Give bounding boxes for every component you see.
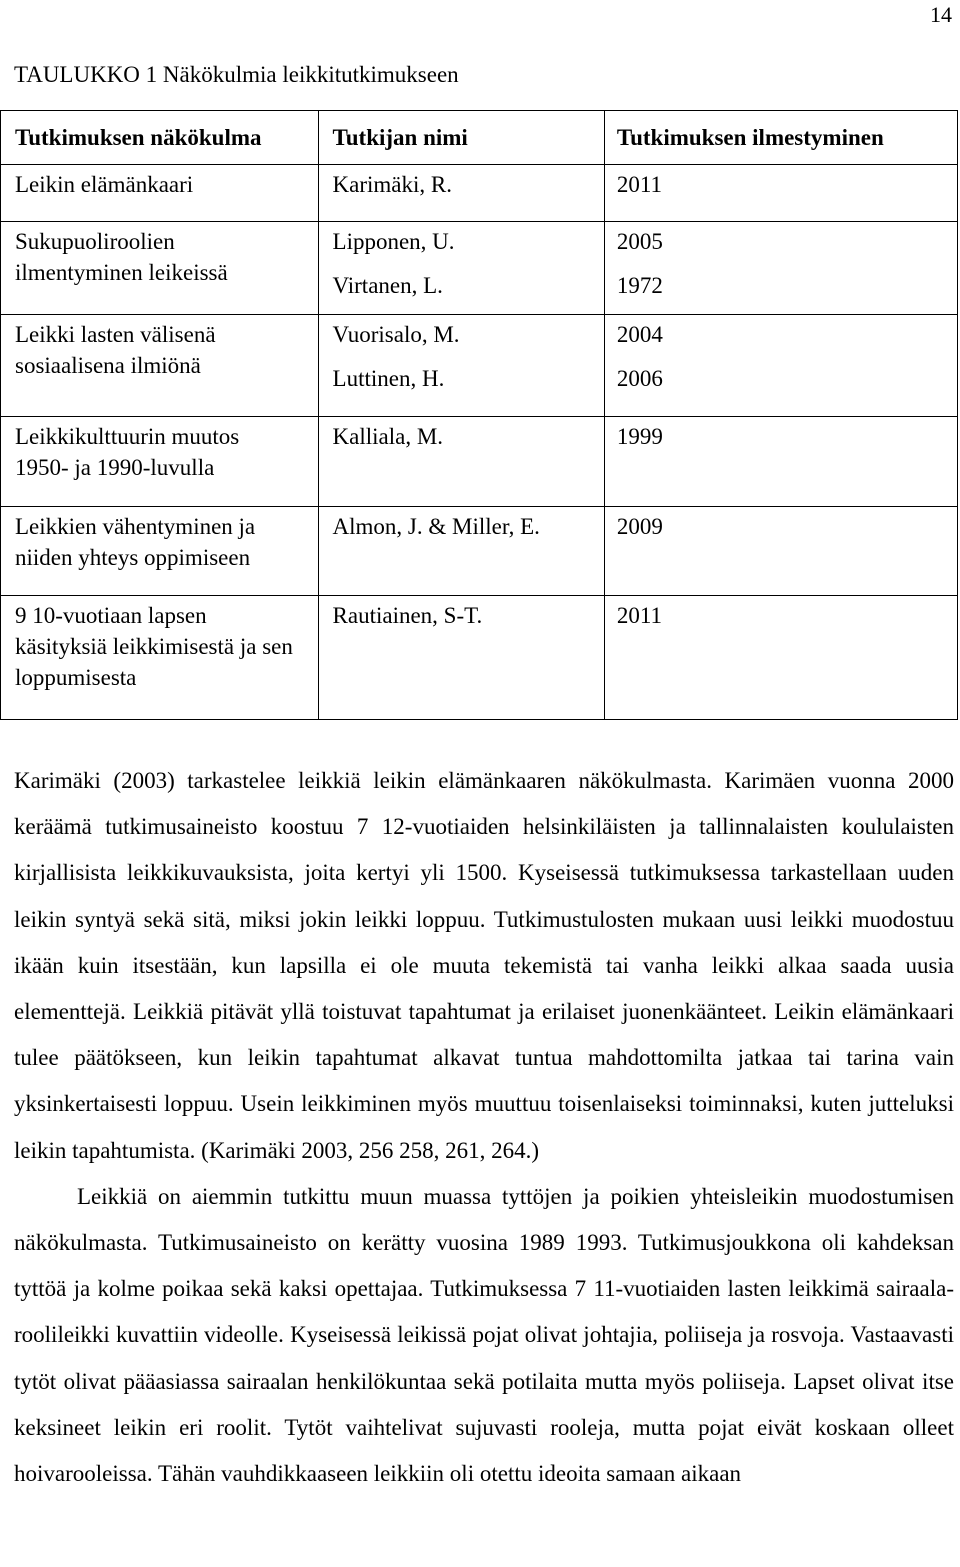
publication-year: 2011 <box>616 603 663 628</box>
cell-years <box>604 417 957 507</box>
cell-perspective <box>1 417 319 507</box>
researcher-name: Vuorisalo, M. <box>332 322 460 347</box>
cell-perspective <box>1 507 319 596</box>
cell-years <box>604 596 957 720</box>
header-perspective: Tutkimuksen näkökulma <box>1 111 319 165</box>
perspective-text: Leikin elämänkaari <box>15 172 194 197</box>
publication-year: 2005 <box>616 229 663 254</box>
research-perspectives-table <box>0 110 958 720</box>
cell-researchers <box>318 222 604 315</box>
table-row <box>1 596 958 720</box>
cell-researchers <box>318 165 604 222</box>
cell-researchers <box>318 315 604 417</box>
cell-years <box>604 507 957 596</box>
table-header-row <box>1 111 958 165</box>
perspective-text: Leikkien vähentyminen ja niiden yhteys oppimiseen <box>15 514 256 570</box>
body-text <box>14 758 954 1497</box>
publication-year: 1972 <box>616 273 663 298</box>
cell-researchers <box>318 507 604 596</box>
table-body <box>1 165 958 720</box>
cell-years <box>604 315 957 417</box>
table-row <box>1 165 958 222</box>
perspective-text: Sukupuoliroolien ilmentyminen leikeissä <box>15 229 228 285</box>
cell-perspective <box>1 222 319 315</box>
publication-year: 2006 <box>616 366 663 391</box>
cell-years <box>604 222 957 315</box>
cell-perspective <box>1 315 319 417</box>
perspective-text: Leikkikulttuurin muutos 1950- ja 1990-luvulla <box>15 424 240 480</box>
paragraph: Karimäki (2003) tarkastelee leikkiä leikin elämänkaaren näkökulmasta. Karimäen vuonna 2000 keräämä tutkimusaineisto koostuu 7 12-vuotiaiden helsinkiläisten ja tallinnalaisten koululaisten kirjallisista leikkikuvauksista, joita kertyi yli 1500. Kyseisessä tutkimuksessa tarkastellaan uuden leikin syntyä sekä sitä, miksi jokin leikki loppuu. Tutkimustulosten mukaan uusi leikki muodostuu ikään kuin itsestään, kun lapsilla ei ole muuta tekemistä tai vanha leikki alkaa saada uusia elementtejä. Leikkiä pitävät yllä toistuvat tapahtumat ja erilaiset juonenkäänteet. Leikin elämänkaari tulee päätökseen, kun leikin tapahtumat alkavat tuntua mahdottomilta jatkaa tai tarina vain yksinkertaisesti loppuu. Usein leikkiminen myös muuttuu toisenlaiseksi toiminnaksi, kuten jutteluksi leikin tapahtumista. (Karimäki 2003, 256 258, 261, 264.) <box>14 768 954 1163</box>
perspective-text: Leikki lasten välisenä sosiaalisena ilmiönä <box>15 322 216 378</box>
header-publication: Tutkimuksen ilmestyminen <box>604 111 957 165</box>
cell-perspective <box>1 596 319 720</box>
perspective-text: 9 10-vuotiaan lapsen käsityksiä leikkimisestä ja sen loppumisesta <box>15 603 293 690</box>
table-caption: TAULUKKO 1 Näkökulmia leikkitutkimukseen <box>14 62 459 87</box>
cell-researchers <box>318 596 604 720</box>
table-row <box>1 222 958 315</box>
researcher-name: Kalliala, M. <box>332 424 444 449</box>
researcher-name: Luttinen, H. <box>332 366 445 391</box>
publication-year: 1999 <box>616 424 663 449</box>
researcher-name: Karimäki, R. <box>332 172 452 197</box>
researcher-name: Lipponen, U. <box>332 229 455 254</box>
publication-year: 2011 <box>616 172 663 197</box>
table-row <box>1 507 958 596</box>
publication-year: 2004 <box>616 322 663 347</box>
publication-year: 2009 <box>616 514 663 539</box>
researcher-name: Virtanen, L. <box>332 273 443 298</box>
header-researcher: Tutkijan nimi <box>318 111 604 165</box>
paragraph: Leikkiä on aiemmin tutkittu muun muassa tyttöjen ja poikien yhteisleikin muodostumisen näkökulmasta. Tutkimusaineisto on kerätty vuosina 1989 1993. Tutkimusjoukkona oli kahdeksan tyttöä ja kolme poikaa sekä kaksi opettajaa. Tutkimuksessa 7 11-vuotiaiden lasten leikkimä sairaala-roolileikki kuvattiin videolle. Kyseisessä leikissä pojat olivat johtajia, poliiseja ja rosvoja. Vastaavasti tytöt olivat pääasiassa sairaalan henkilökuntaa sekä potilaita mutta myös poliiseja. Lapset olivat itse keksineet leikin eri roolit. Tytöt vaihtelivat sujuvasti rooleja, mutta pojat eivät koskaan olleet hoivarooleissa. Tähän vauhdikkaaseen leikkiin oli otettu ideoita samaan aikaan <box>14 1183 954 1487</box>
page-number: 14 <box>930 2 952 27</box>
table-row <box>1 417 958 507</box>
cell-years <box>604 165 957 222</box>
cell-researchers <box>318 417 604 507</box>
table-row <box>1 315 958 417</box>
researcher-name: Rautiainen, S-T. <box>332 603 483 628</box>
cell-perspective <box>1 165 319 222</box>
researcher-name: Almon, J. & Miller, E. <box>332 514 540 539</box>
